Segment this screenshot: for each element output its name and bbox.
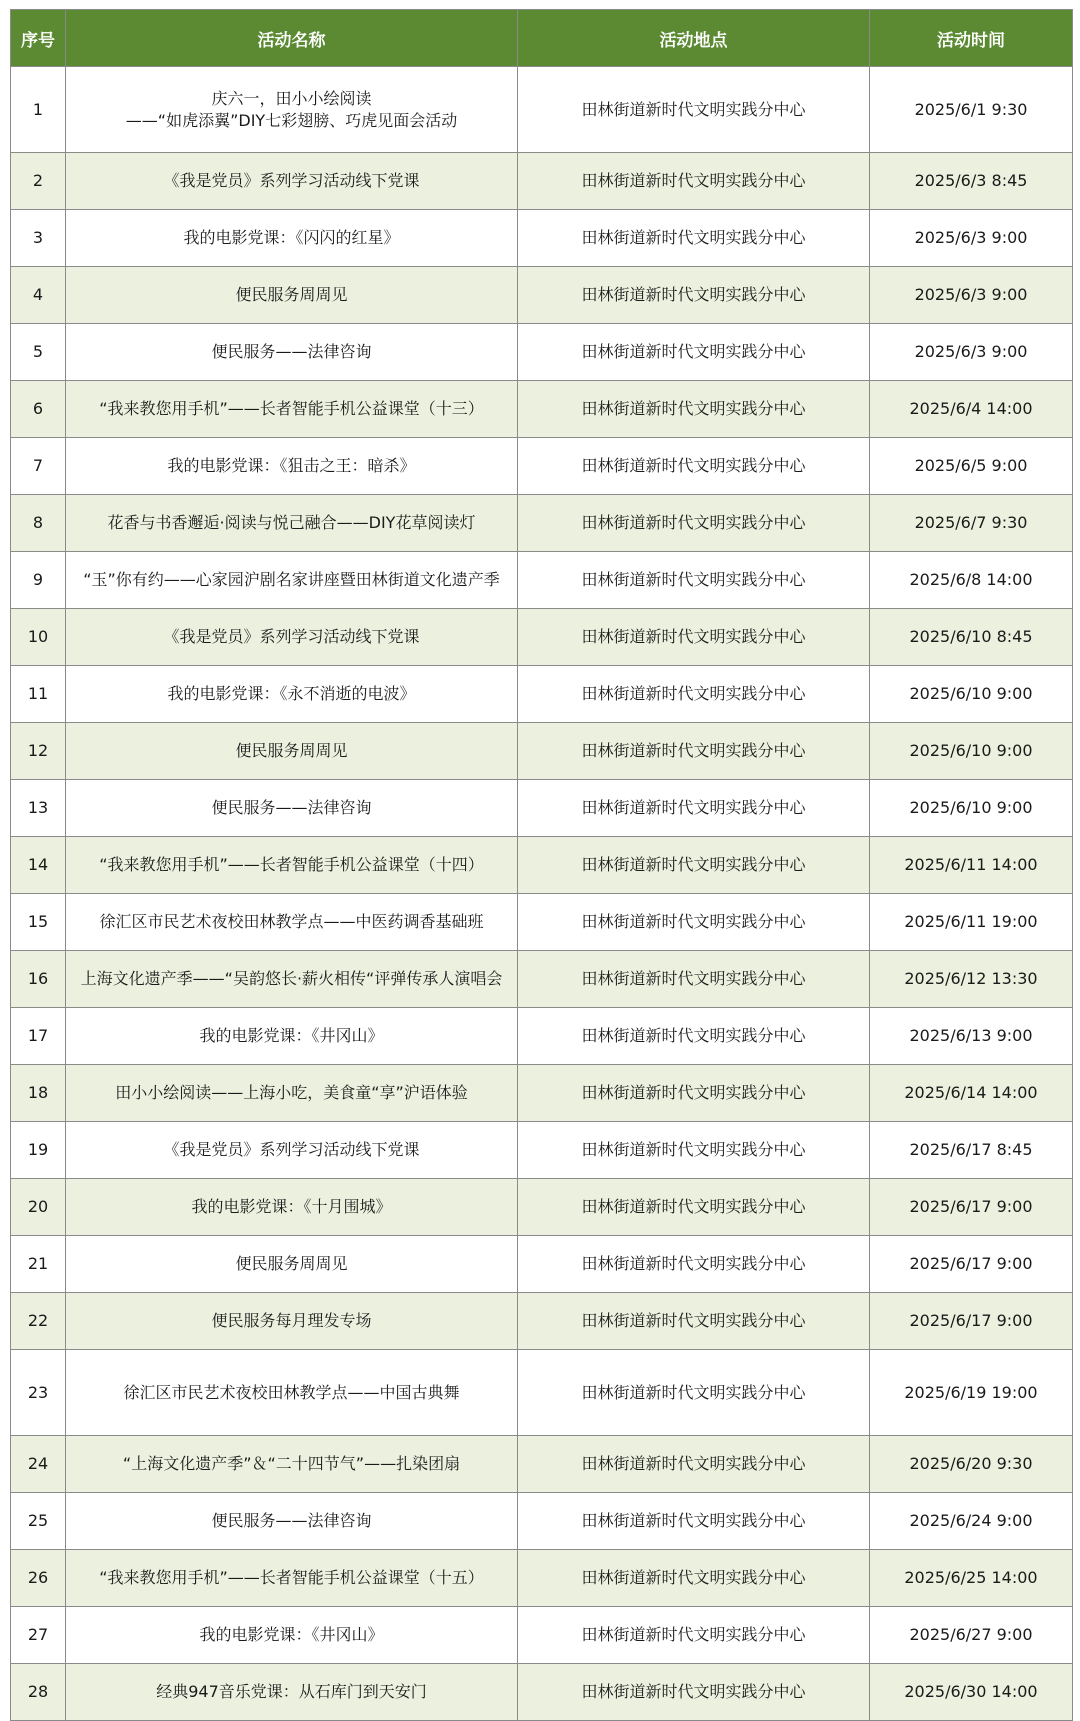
- activity-name-cell: [66, 951, 518, 1008]
- activity-name-line: “玉”你有约——心家园沪剧名家讲座暨田林街道文化遗产季: [83, 570, 500, 589]
- activity-name-line: 《我是党员》系列学习活动线下党课: [163, 171, 420, 190]
- activity-name-line: 我的电影党课：《井冈山》: [199, 1026, 384, 1045]
- activity-time-cell: 2025/6/3 9:00: [870, 210, 1073, 267]
- activity-time-cell: 2025/6/3 8:45: [870, 153, 1073, 210]
- row-index-cell: 26: [11, 1550, 66, 1607]
- activity-place-cell: 田林街道新时代文明实践分中心: [518, 67, 870, 153]
- row-index-cell: 5: [11, 324, 66, 381]
- activity-name-cell: [66, 894, 518, 951]
- activity-name-cell: [66, 1607, 518, 1664]
- activity-name-line: 便民服务周周见: [235, 1254, 348, 1273]
- activity-name-line: 《我是党员》系列学习活动线下党课: [163, 627, 420, 646]
- activity-name-cell: [66, 780, 518, 837]
- schedule-table-container: [10, 9, 1072, 1721]
- activity-place-cell: 田林街道新时代文明实践分中心: [518, 1493, 870, 1550]
- activity-name-cell: [66, 1122, 518, 1179]
- activity-place-cell: 田林街道新时代文明实践分中心: [518, 267, 870, 324]
- activity-time-cell: 2025/6/24 9:00: [870, 1493, 1073, 1550]
- activity-time-cell: 2025/6/5 9:00: [870, 438, 1073, 495]
- table-body: [11, 67, 1073, 1721]
- activity-place-cell: 田林街道新时代文明实践分中心: [518, 1065, 870, 1122]
- row-index-cell: 9: [11, 552, 66, 609]
- activity-time-cell: 2025/6/20 9:30: [870, 1436, 1073, 1493]
- activity-name-line: “上海文化遗产季”＆“二十四节气”——扎染团扇: [122, 1454, 461, 1473]
- header-activity-place: 活动地点: [518, 10, 870, 67]
- activity-place-cell: 田林街道新时代文明实践分中心: [518, 438, 870, 495]
- activity-name-line: “我来教您用手机”——长者智能手机公益课堂（十四）: [99, 855, 484, 874]
- row-index-cell: 8: [11, 495, 66, 552]
- activity-name-line: ——“如虎添翼”DIY七彩翅膀、巧虎见面会活动: [125, 110, 458, 130]
- table-row: [11, 438, 1073, 495]
- header-index: 序号: [11, 10, 66, 67]
- activity-place-cell: 田林街道新时代文明实践分中心: [518, 381, 870, 438]
- table-row: [11, 552, 1073, 609]
- activity-place-cell: 田林街道新时代文明实践分中心: [518, 894, 870, 951]
- row-index-cell: 24: [11, 1436, 66, 1493]
- row-index-cell: 7: [11, 438, 66, 495]
- table-row: [11, 267, 1073, 324]
- activity-name-cell: [66, 1493, 518, 1550]
- table-row: [11, 609, 1073, 666]
- activity-place-cell: 田林街道新时代文明实践分中心: [518, 666, 870, 723]
- activity-name-line: 庆六一，田小小绘阅读: [211, 88, 372, 108]
- activity-time-cell: 2025/6/17 9:00: [870, 1236, 1073, 1293]
- row-index-cell: 1: [11, 67, 66, 153]
- activity-name-line: 徐汇区市民艺术夜校田林教学点——中医药调香基础班: [99, 912, 484, 931]
- table-row: [11, 894, 1073, 951]
- activity-place-cell: 田林街道新时代文明实践分中心: [518, 780, 870, 837]
- header-row: [11, 10, 1073, 67]
- activity-time-cell: 2025/6/4 14:00: [870, 381, 1073, 438]
- row-index-cell: 17: [11, 1008, 66, 1065]
- activity-name-cell: [66, 552, 518, 609]
- activity-name-line: 我的电影党课：《永不消逝的电波》: [167, 684, 416, 703]
- activity-time-cell: 2025/6/27 9:00: [870, 1607, 1073, 1664]
- activity-name-cell: [66, 666, 518, 723]
- activity-name-line: 我的电影党课：《狙击之王：暗杀》: [167, 456, 416, 475]
- activity-name-line: 徐汇区市民艺术夜校田林教学点——中国古典舞: [123, 1382, 460, 1402]
- activity-name-line: 田小小绘阅读——上海小吃，美食童“享”沪语体验: [115, 1083, 468, 1102]
- activity-name-cell: [66, 67, 518, 153]
- activity-place-cell: 田林街道新时代文明实践分中心: [518, 1122, 870, 1179]
- activity-name-cell: [66, 1550, 518, 1607]
- row-index-cell: 10: [11, 609, 66, 666]
- activity-time-cell: 2025/6/17 9:00: [870, 1293, 1073, 1350]
- activity-name-line: 便民服务每月理发专场: [211, 1311, 372, 1330]
- row-index-cell: 16: [11, 951, 66, 1008]
- table-row: [11, 1122, 1073, 1179]
- activity-time-cell: 2025/6/11 14:00: [870, 837, 1073, 894]
- activity-name-line: 我的电影党课：《井冈山》: [199, 1625, 384, 1644]
- activity-place-cell: 田林街道新时代文明实践分中心: [518, 552, 870, 609]
- activity-time-cell: 2025/6/3 9:00: [870, 324, 1073, 381]
- activity-place-cell: 田林街道新时代文明实践分中心: [518, 837, 870, 894]
- activity-name-cell: [66, 324, 518, 381]
- activity-time-cell: 2025/6/3 9:00: [870, 267, 1073, 324]
- activity-name-line: “我来教您用手机”——长者智能手机公益课堂（十三）: [99, 399, 484, 418]
- activity-name-line: 便民服务——法律咨询: [211, 798, 372, 817]
- table-row: [11, 837, 1073, 894]
- activity-place-cell: 田林街道新时代文明实践分中心: [518, 1607, 870, 1664]
- activity-name-line: 花香与书香邂逅·阅读与悦己融合——DIY花草阅读灯: [107, 513, 476, 532]
- row-index-cell: 28: [11, 1664, 66, 1721]
- activity-name-cell: [66, 1436, 518, 1493]
- activity-name-cell: [66, 837, 518, 894]
- activity-place-cell: 田林街道新时代文明实践分中心: [518, 495, 870, 552]
- row-index-cell: 18: [11, 1065, 66, 1122]
- activity-name-cell: [66, 1236, 518, 1293]
- table-row: [11, 1550, 1073, 1607]
- row-index-cell: 25: [11, 1493, 66, 1550]
- table-row: [11, 210, 1073, 267]
- row-index-cell: 14: [11, 837, 66, 894]
- activity-name-cell: [66, 267, 518, 324]
- activity-name-cell: [66, 1350, 518, 1436]
- activity-name-line: 上海文化遗产季——“吴韵悠长·薪火相传“评弹传承人演唱会: [80, 969, 503, 988]
- activity-name-cell: [66, 381, 518, 438]
- table-row: [11, 67, 1073, 153]
- activity-name-cell: [66, 609, 518, 666]
- table-row: [11, 1436, 1073, 1493]
- activity-place-cell: 田林街道新时代文明实践分中心: [518, 1293, 870, 1350]
- activity-place-cell: 田林街道新时代文明实践分中心: [518, 1236, 870, 1293]
- table-row: [11, 666, 1073, 723]
- row-index-cell: 21: [11, 1236, 66, 1293]
- activity-place-cell: 田林街道新时代文明实践分中心: [518, 324, 870, 381]
- row-index-cell: 13: [11, 780, 66, 837]
- activity-place-cell: 田林街道新时代文明实践分中心: [518, 1550, 870, 1607]
- table-row: [11, 1493, 1073, 1550]
- row-index-cell: 19: [11, 1122, 66, 1179]
- table-row: [11, 324, 1073, 381]
- row-index-cell: 3: [11, 210, 66, 267]
- table-row: [11, 381, 1073, 438]
- activity-name-cell: [66, 495, 518, 552]
- activity-name-line: 便民服务周周见: [235, 741, 348, 760]
- activity-name-line: 便民服务——法律咨询: [211, 342, 372, 361]
- row-index-cell: 27: [11, 1607, 66, 1664]
- row-index-cell: 11: [11, 666, 66, 723]
- activity-name-line: 便民服务——法律咨询: [211, 1511, 372, 1530]
- table-row: [11, 1350, 1073, 1436]
- activity-time-cell: 2025/6/11 19:00: [870, 894, 1073, 951]
- activity-place-cell: 田林街道新时代文明实践分中心: [518, 1350, 870, 1436]
- activity-name-line: 我的电影党课：《闪闪的红星》: [183, 228, 400, 247]
- activity-time-cell: 2025/6/17 9:00: [870, 1179, 1073, 1236]
- activity-schedule-table: [10, 9, 1073, 1721]
- table-row: [11, 1179, 1073, 1236]
- table-row: [11, 1664, 1073, 1721]
- activity-time-cell: 2025/6/7 9:30: [870, 495, 1073, 552]
- table-header: [11, 10, 1073, 67]
- activity-place-cell: 田林街道新时代文明实践分中心: [518, 1436, 870, 1493]
- table-row: [11, 780, 1073, 837]
- activity-name-line: 《我是党员》系列学习活动线下党课: [163, 1140, 420, 1159]
- activity-place-cell: 田林街道新时代文明实践分中心: [518, 951, 870, 1008]
- activity-place-cell: 田林街道新时代文明实践分中心: [518, 210, 870, 267]
- activity-name-line: 我的电影党课：《十月围城》: [191, 1197, 392, 1216]
- table-row: [11, 1236, 1073, 1293]
- table-row: [11, 1065, 1073, 1122]
- row-index-cell: 22: [11, 1293, 66, 1350]
- row-index-cell: 12: [11, 723, 66, 780]
- header-activity-time: 活动时间: [870, 10, 1073, 67]
- table-row: [11, 495, 1073, 552]
- table-row: [11, 1607, 1073, 1664]
- activity-place-cell: 田林街道新时代文明实践分中心: [518, 153, 870, 210]
- activity-name-line: 经典947音乐党课：从石库门到天安门: [156, 1682, 427, 1701]
- activity-name-cell: [66, 1179, 518, 1236]
- table-row: [11, 951, 1073, 1008]
- activity-time-cell: 2025/6/19 19:00: [870, 1350, 1073, 1436]
- activity-time-cell: 2025/6/14 14:00: [870, 1065, 1073, 1122]
- activity-time-cell: 2025/6/10 9:00: [870, 723, 1073, 780]
- activity-time-cell: 2025/6/10 8:45: [870, 609, 1073, 666]
- activity-name-line: “我来教您用手机”——长者智能手机公益课堂（十五）: [99, 1568, 484, 1587]
- activity-name-cell: [66, 210, 518, 267]
- activity-name-cell: [66, 1065, 518, 1122]
- activity-name-cell: [66, 1008, 518, 1065]
- table-row: [11, 1293, 1073, 1350]
- activity-name-cell: [66, 1664, 518, 1721]
- table-row: [11, 1008, 1073, 1065]
- activity-name-cell: [66, 1293, 518, 1350]
- activity-time-cell: 2025/6/13 9:00: [870, 1008, 1073, 1065]
- activity-time-cell: 2025/6/1 9:30: [870, 67, 1073, 153]
- row-index-cell: 4: [11, 267, 66, 324]
- activity-time-cell: 2025/6/30 14:00: [870, 1664, 1073, 1721]
- activity-name-cell: [66, 153, 518, 210]
- activity-name-line: 便民服务周周见: [235, 285, 348, 304]
- activity-name-cell: [66, 723, 518, 780]
- row-index-cell: 2: [11, 153, 66, 210]
- activity-time-cell: 2025/6/25 14:00: [870, 1550, 1073, 1607]
- row-index-cell: 15: [11, 894, 66, 951]
- header-activity-name: 活动名称: [66, 10, 518, 67]
- activity-place-cell: 田林街道新时代文明实践分中心: [518, 1008, 870, 1065]
- activity-name-cell: [66, 438, 518, 495]
- activity-time-cell: 2025/6/17 8:45: [870, 1122, 1073, 1179]
- activity-time-cell: 2025/6/10 9:00: [870, 666, 1073, 723]
- table-row: [11, 723, 1073, 780]
- activity-place-cell: 田林街道新时代文明实践分中心: [518, 723, 870, 780]
- row-index-cell: 6: [11, 381, 66, 438]
- activity-time-cell: 2025/6/10 9:00: [870, 780, 1073, 837]
- activity-place-cell: 田林街道新时代文明实践分中心: [518, 609, 870, 666]
- activity-place-cell: 田林街道新时代文明实践分中心: [518, 1664, 870, 1721]
- activity-time-cell: 2025/6/12 13:30: [870, 951, 1073, 1008]
- row-index-cell: 20: [11, 1179, 66, 1236]
- table-row: [11, 153, 1073, 210]
- row-index-cell: 23: [11, 1350, 66, 1436]
- activity-time-cell: 2025/6/8 14:00: [870, 552, 1073, 609]
- activity-place-cell: 田林街道新时代文明实践分中心: [518, 1179, 870, 1236]
